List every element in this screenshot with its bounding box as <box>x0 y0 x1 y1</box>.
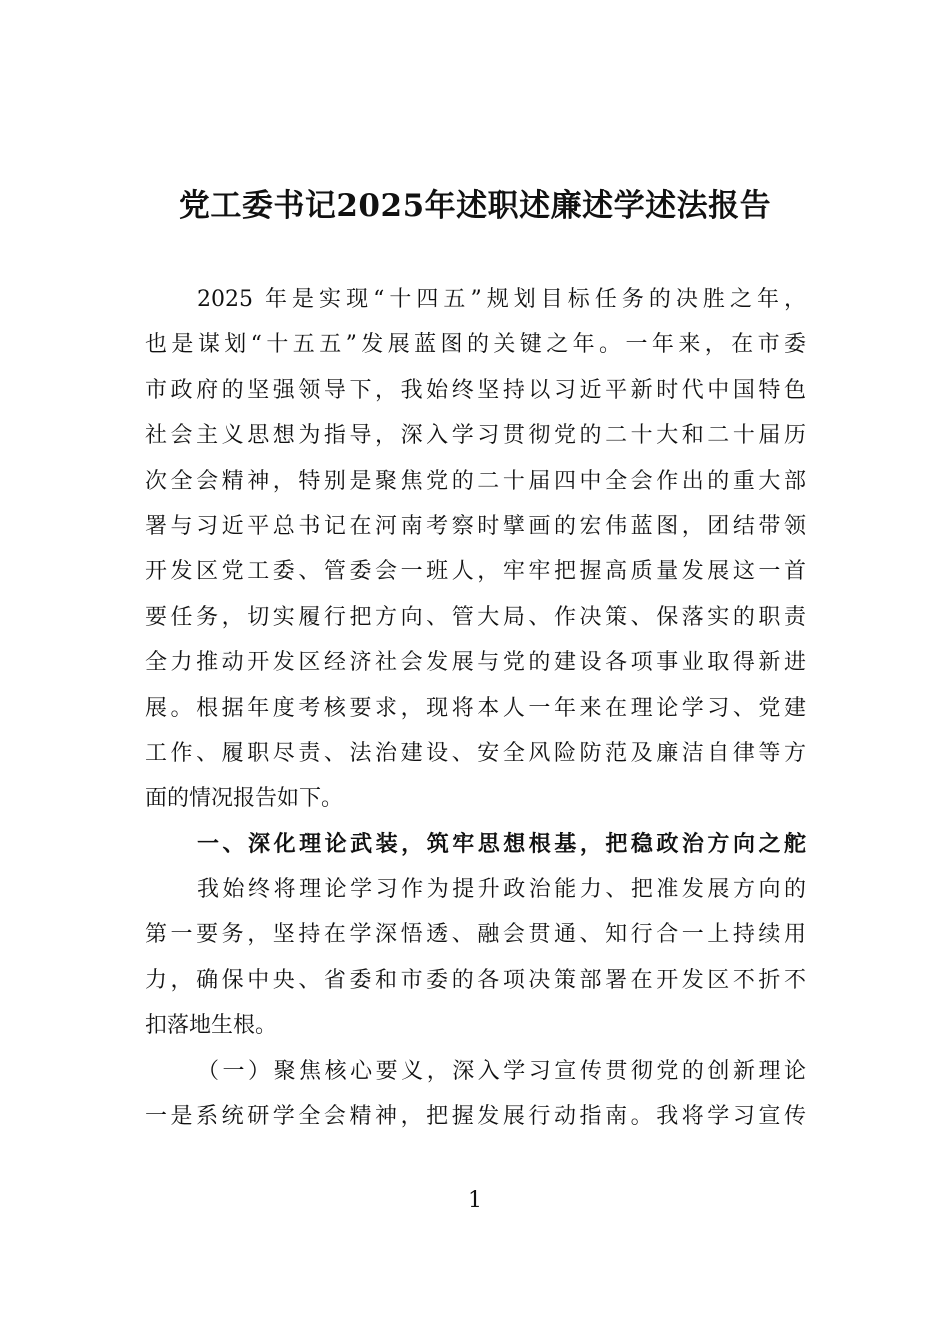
page-number: 1 <box>468 1188 482 1213</box>
paragraph-line: 社会主义思想为指导，深入学习贯彻党的二十大和二十届历 <box>145 423 806 449</box>
paragraph-line: 我始终将理论学习作为提升政治能力、把准发展方向的 <box>197 877 806 903</box>
paragraph-line: 扣落地生根。 <box>145 1013 278 1039</box>
paragraph-line: 力，确保中央、省委和市委的各项决策部署在开发区不折不 <box>145 967 806 993</box>
document-body <box>145 277 806 1139</box>
paragraph-line: 市政府的坚强领导下，我始终坚持以习近平新时代中国特色 <box>145 377 806 403</box>
section-heading-line: 一、深化理论武装，筑牢思想根基，把稳政治方向之舵 <box>197 830 806 857</box>
document-title: 党工委书记2025年述职述廉述学述法报告 <box>178 188 772 224</box>
paragraph-line: 2025 年是实现“十四五”规划目标任务的决胜之年， <box>197 287 806 312</box>
paragraph-line: 面的情况报告如下。 <box>145 786 344 812</box>
paragraph-line: 全力推动开发区经济社会发展与党的建设各项事业取得新进 <box>145 650 806 676</box>
paragraph-line: 第一要务，坚持在学深悟透、融会贯通、知行合一上持续用 <box>145 922 806 948</box>
paragraph-line: 一是系统研学全会精神，把握发展行动指南。我将学习宣传 <box>145 1104 806 1130</box>
paragraph-line: 也是谋划“十五五”发展蓝图的关键之年。一年来，在市委 <box>145 332 806 358</box>
paragraph-line: 要任务，切实履行把方向、管大局、作决策、保落实的职责 <box>145 604 806 630</box>
paragraph-line: 开发区党工委、管委会一班人，牢牢把握高质量发展这一首 <box>145 559 806 585</box>
paragraph-line: （一）聚焦核心要义，深入学习宣传贯彻党的创新理论 <box>197 1058 806 1084</box>
paragraph-line: 次全会精神，特别是聚焦党的二十届四中全会作出的重大部 <box>145 468 806 494</box>
paragraph-line: 工作、履职尽责、法治建设、安全风险防范及廉洁自律等方 <box>145 740 806 766</box>
paragraph-line: 署与习近平总书记在河南考察时擘画的宏伟蓝图，团结带领 <box>145 513 806 539</box>
paragraph-line: 展。根据年度考核要求，现将本人一年来在理论学习、党建 <box>145 695 806 721</box>
